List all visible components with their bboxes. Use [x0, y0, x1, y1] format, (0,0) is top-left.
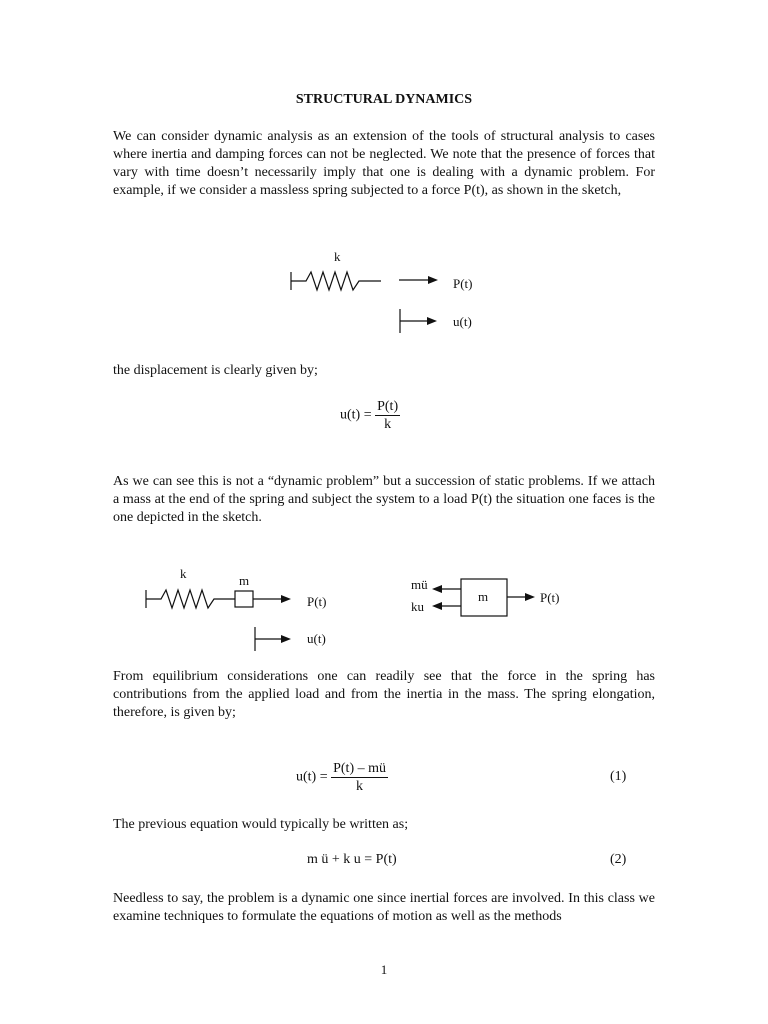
- force-label: P(t): [453, 276, 473, 291]
- mass-label: m: [478, 589, 489, 604]
- page-title: STRUCTURAL DYNAMICS: [295, 92, 473, 107]
- equation-2: m ü + k u = P(t): [307, 852, 397, 867]
- fraction-denominator: k: [384, 417, 392, 432]
- force-label: P(t): [540, 590, 560, 605]
- displacement-label: u(t): [453, 314, 472, 329]
- paragraph-displacement: the displacement is clearly given by;: [113, 363, 318, 378]
- force-label: P(t): [307, 594, 327, 609]
- fraction-numerator: P(t): [377, 399, 399, 414]
- fraction-denominator: k: [356, 779, 364, 794]
- paragraph-equilibrium: From equilibrium considerations one can readily see that the force in the spring has contributions from the applied load and from the inertia in the mass. The spring elongation, therefore, is given by;: [113, 669, 655, 720]
- mass-label: m: [239, 573, 250, 588]
- equation-number-1: (1): [610, 769, 627, 784]
- spring-constant-label: k: [334, 249, 341, 264]
- equation-1: [296, 760, 388, 795]
- paragraph-dynamic-problem: As we can see this is not a “dynamic problem” but a succession of static problems. If we attach a mass at the end of the spring and subject the system to a load P(t) the situation one faces is the one depicted in the sketch.: [113, 474, 655, 525]
- paragraph-rewrite: The previous equation would typically be written as;: [113, 817, 409, 832]
- equation-lhs: u(t) =: [296, 769, 328, 785]
- displacement-label: u(t): [307, 631, 326, 646]
- paragraph-conclusion: Needless to say, the problem is a dynamic one since inertial forces are involved. In this class we examine techniques to formulate the equations of motion as well as the methods: [113, 891, 655, 924]
- equation-lhs: u(t) =: [340, 407, 372, 423]
- spring-constant-label: k: [180, 566, 187, 581]
- spring-force-label: ku: [411, 599, 424, 614]
- equation-number-2: (2): [610, 852, 627, 867]
- inertia-force-label: mü: [411, 577, 428, 592]
- fraction-numerator: P(t) – mü: [333, 761, 386, 776]
- page-number: 1: [380, 962, 388, 977]
- paragraph-intro: We can consider dynamic analysis as an extension of the tools of structural analysis to cases where inertia and damping forces can not be neglected. We note that the presence of forces that vary with time doesn’t necessarily imply that one is dealing with a dynamic problem. For example, if we consider a massless spring subjected to a force P(t), as shown in the sketch,: [113, 129, 655, 198]
- equation-fraction: [331, 760, 388, 795]
